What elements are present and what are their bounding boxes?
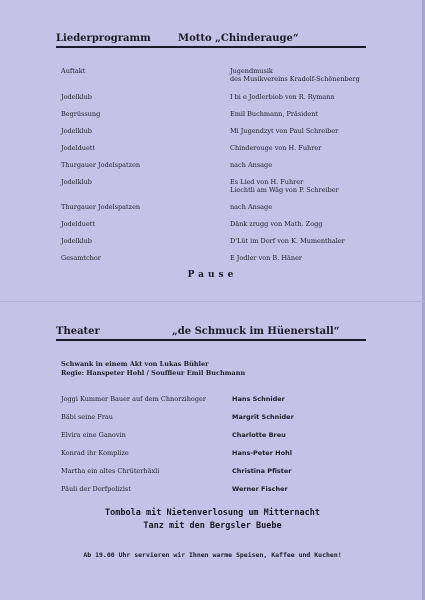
- cast-actor: Margrit Schnider: [232, 413, 294, 421]
- programme-performer: Jodelklub: [61, 93, 92, 101]
- programme-piece: nach Ansage: [230, 203, 273, 211]
- programme-performer: Jodelduett: [61, 144, 96, 152]
- programme-piece: nach Ansage: [230, 161, 273, 169]
- cast-actor: Christina Pfister: [232, 467, 292, 475]
- programme-performer: Jodelduett: [61, 220, 96, 228]
- cast-actor: Hans Schnider: [232, 395, 285, 403]
- theater-direction: Regie: Hanspeter Hohl / Souffleur Emil Buchmann: [61, 369, 246, 377]
- dance-line: Tanz mit den Bergsler Buebe: [143, 521, 282, 531]
- theater-subtitle: Schwank in einem Akt von Lukas Bühler: [61, 360, 209, 368]
- programme-title: Liederprogramm: [56, 33, 151, 44]
- theater-play-title: „de Schmuck im Hüenerstall“: [172, 326, 340, 337]
- programme-piece: Es Lied von H. Fuhrer Liechtli am Wäg von P. Schreiber: [230, 178, 339, 194]
- theater-title: Theater: [56, 326, 100, 337]
- programme-piece: I bi e Jodlerbiob von R. Rymann: [230, 93, 335, 101]
- programme-piece: Chinderouge von H. Fuhrer: [230, 144, 322, 152]
- cast-role: Päuli der Dorfpolizist: [61, 485, 131, 493]
- programme-performer: Auftakt: [61, 67, 86, 75]
- cast-role: Konrad ihr Komplize: [61, 449, 129, 457]
- cast-role: Martha ein altes Chrüterhäxli: [61, 467, 160, 475]
- food-line: Ab 19.00 Uhr servieren wir Ihnen warme Speisen, Kaffee und Kuchen!: [83, 551, 342, 559]
- programme-motto: Motto „Chinderauge“: [178, 33, 299, 44]
- programme-piece: Mi Jugendzyt von Paul Schreiber: [230, 127, 339, 135]
- programme-performer: Gesamtchor: [61, 254, 101, 262]
- theater-rule: [56, 339, 366, 341]
- pause-label: Pause: [187, 270, 238, 280]
- programme-piece: Dänk zrugg von Math. Zogg: [230, 220, 323, 228]
- programme-piece: [230, 67, 400, 83]
- programme-performer: Jodelklub: [61, 237, 92, 245]
- fold-line: [0, 301, 425, 302]
- programme-piece-line: Jugendmusik des Musikvereins Kradolf-Schönenberg: [230, 67, 360, 83]
- programme-piece: D'Lüt im Dorf von K. Mumenthaler: [230, 237, 345, 245]
- cast-actor: Hans-Peter Hohl: [232, 449, 292, 457]
- programme-performer: Jodelklub: [61, 127, 92, 135]
- programme-performer: Thurgauer Jodelspatzen: [61, 161, 141, 169]
- cast-actor: Werner Fischer: [232, 485, 288, 493]
- tombola-line: Tombola mit Nietenverlosung um Mitternacht: [105, 508, 320, 518]
- programme-piece: Emil Buchmann, Präsident: [230, 110, 319, 118]
- programme-performer: Thurgauer Jodelspatzen: [61, 203, 141, 211]
- cast-role: Joggi Kummer Bauer auf dem Chnorzihoger: [61, 395, 206, 403]
- cast-actor: Charlotte Breu: [232, 431, 286, 439]
- programme-rule: [56, 46, 366, 48]
- cast-role: Bäbi seine Frau: [61, 413, 113, 421]
- programme-piece: E Jodler von B. Häner: [230, 254, 303, 262]
- programme-performer: Begrüssung: [61, 110, 101, 118]
- programme-performer: Jodelklub: [61, 178, 92, 186]
- cast-role: Elvira eine Ganovin: [61, 431, 126, 439]
